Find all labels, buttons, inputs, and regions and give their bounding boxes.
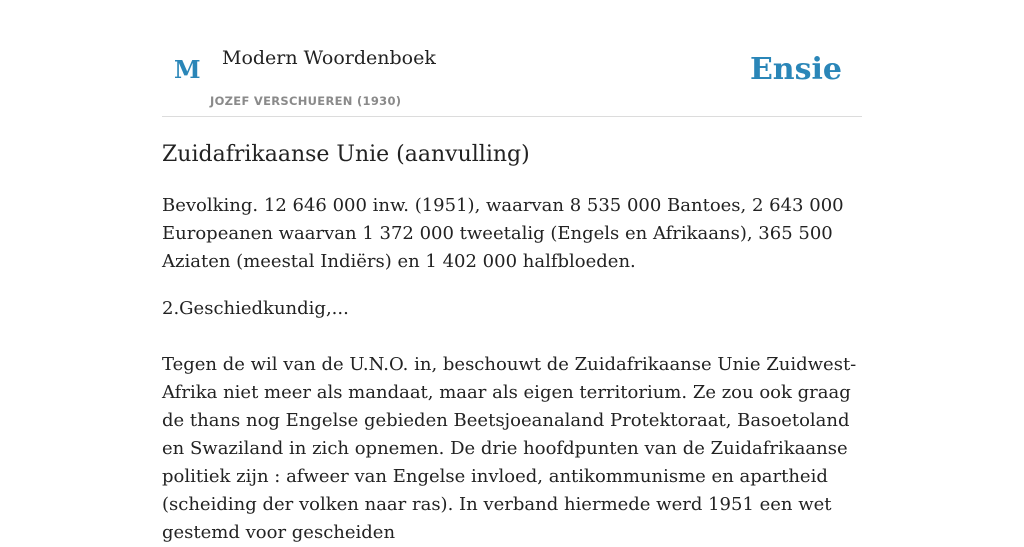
publication-title[interactable]: Modern Woordenboek [222,47,436,69]
page [162,0,862,543]
publication-author: JOZEF VERSCHUEREN (1930) [210,94,402,108]
publication-logo[interactable]: M [174,55,201,84]
article-title: Zuidafrikaanse Unie (aanvulling) [162,142,530,167]
paragraph-history: Tegen de wil van de U.N.O. in, beschouwt de Zuidafrikaanse Unie Zuidwest-Afrika niet meer als mandaat, maar als eigen territorium. Ze zou ook graag de thans nog Engelse gebieden Beetsjoeanaland Protektoraat, Basoetoland en Swaziland in zich opnemen. De drie hoofdpunten van de Zuidafrikaanse politiek zijn : afweer van Engelse invloed, antikommunisme en apartheid (scheiding der volken naar ras). In verband hiermede werd 1951 een wet gestemd voor gescheiden [162,354,857,543]
paragraph-population: Bevolking. 12 646 000 inw. (1951), waarvan 8 535 000 Bantoes, 2 643 000 Europeanen waarvan 1 372 000 tweetalig (Engels en Afrikaans), 365 500 Aziaten (meestal Indiërs) en 1 402 000 halfbloeden. [162,195,844,272]
header [162,0,862,117]
article-body [162,192,862,547]
brand-logo[interactable]: Ensie [749,52,842,87]
paragraph-section-heading: 2.Geschiedkundig,... [162,298,349,319]
